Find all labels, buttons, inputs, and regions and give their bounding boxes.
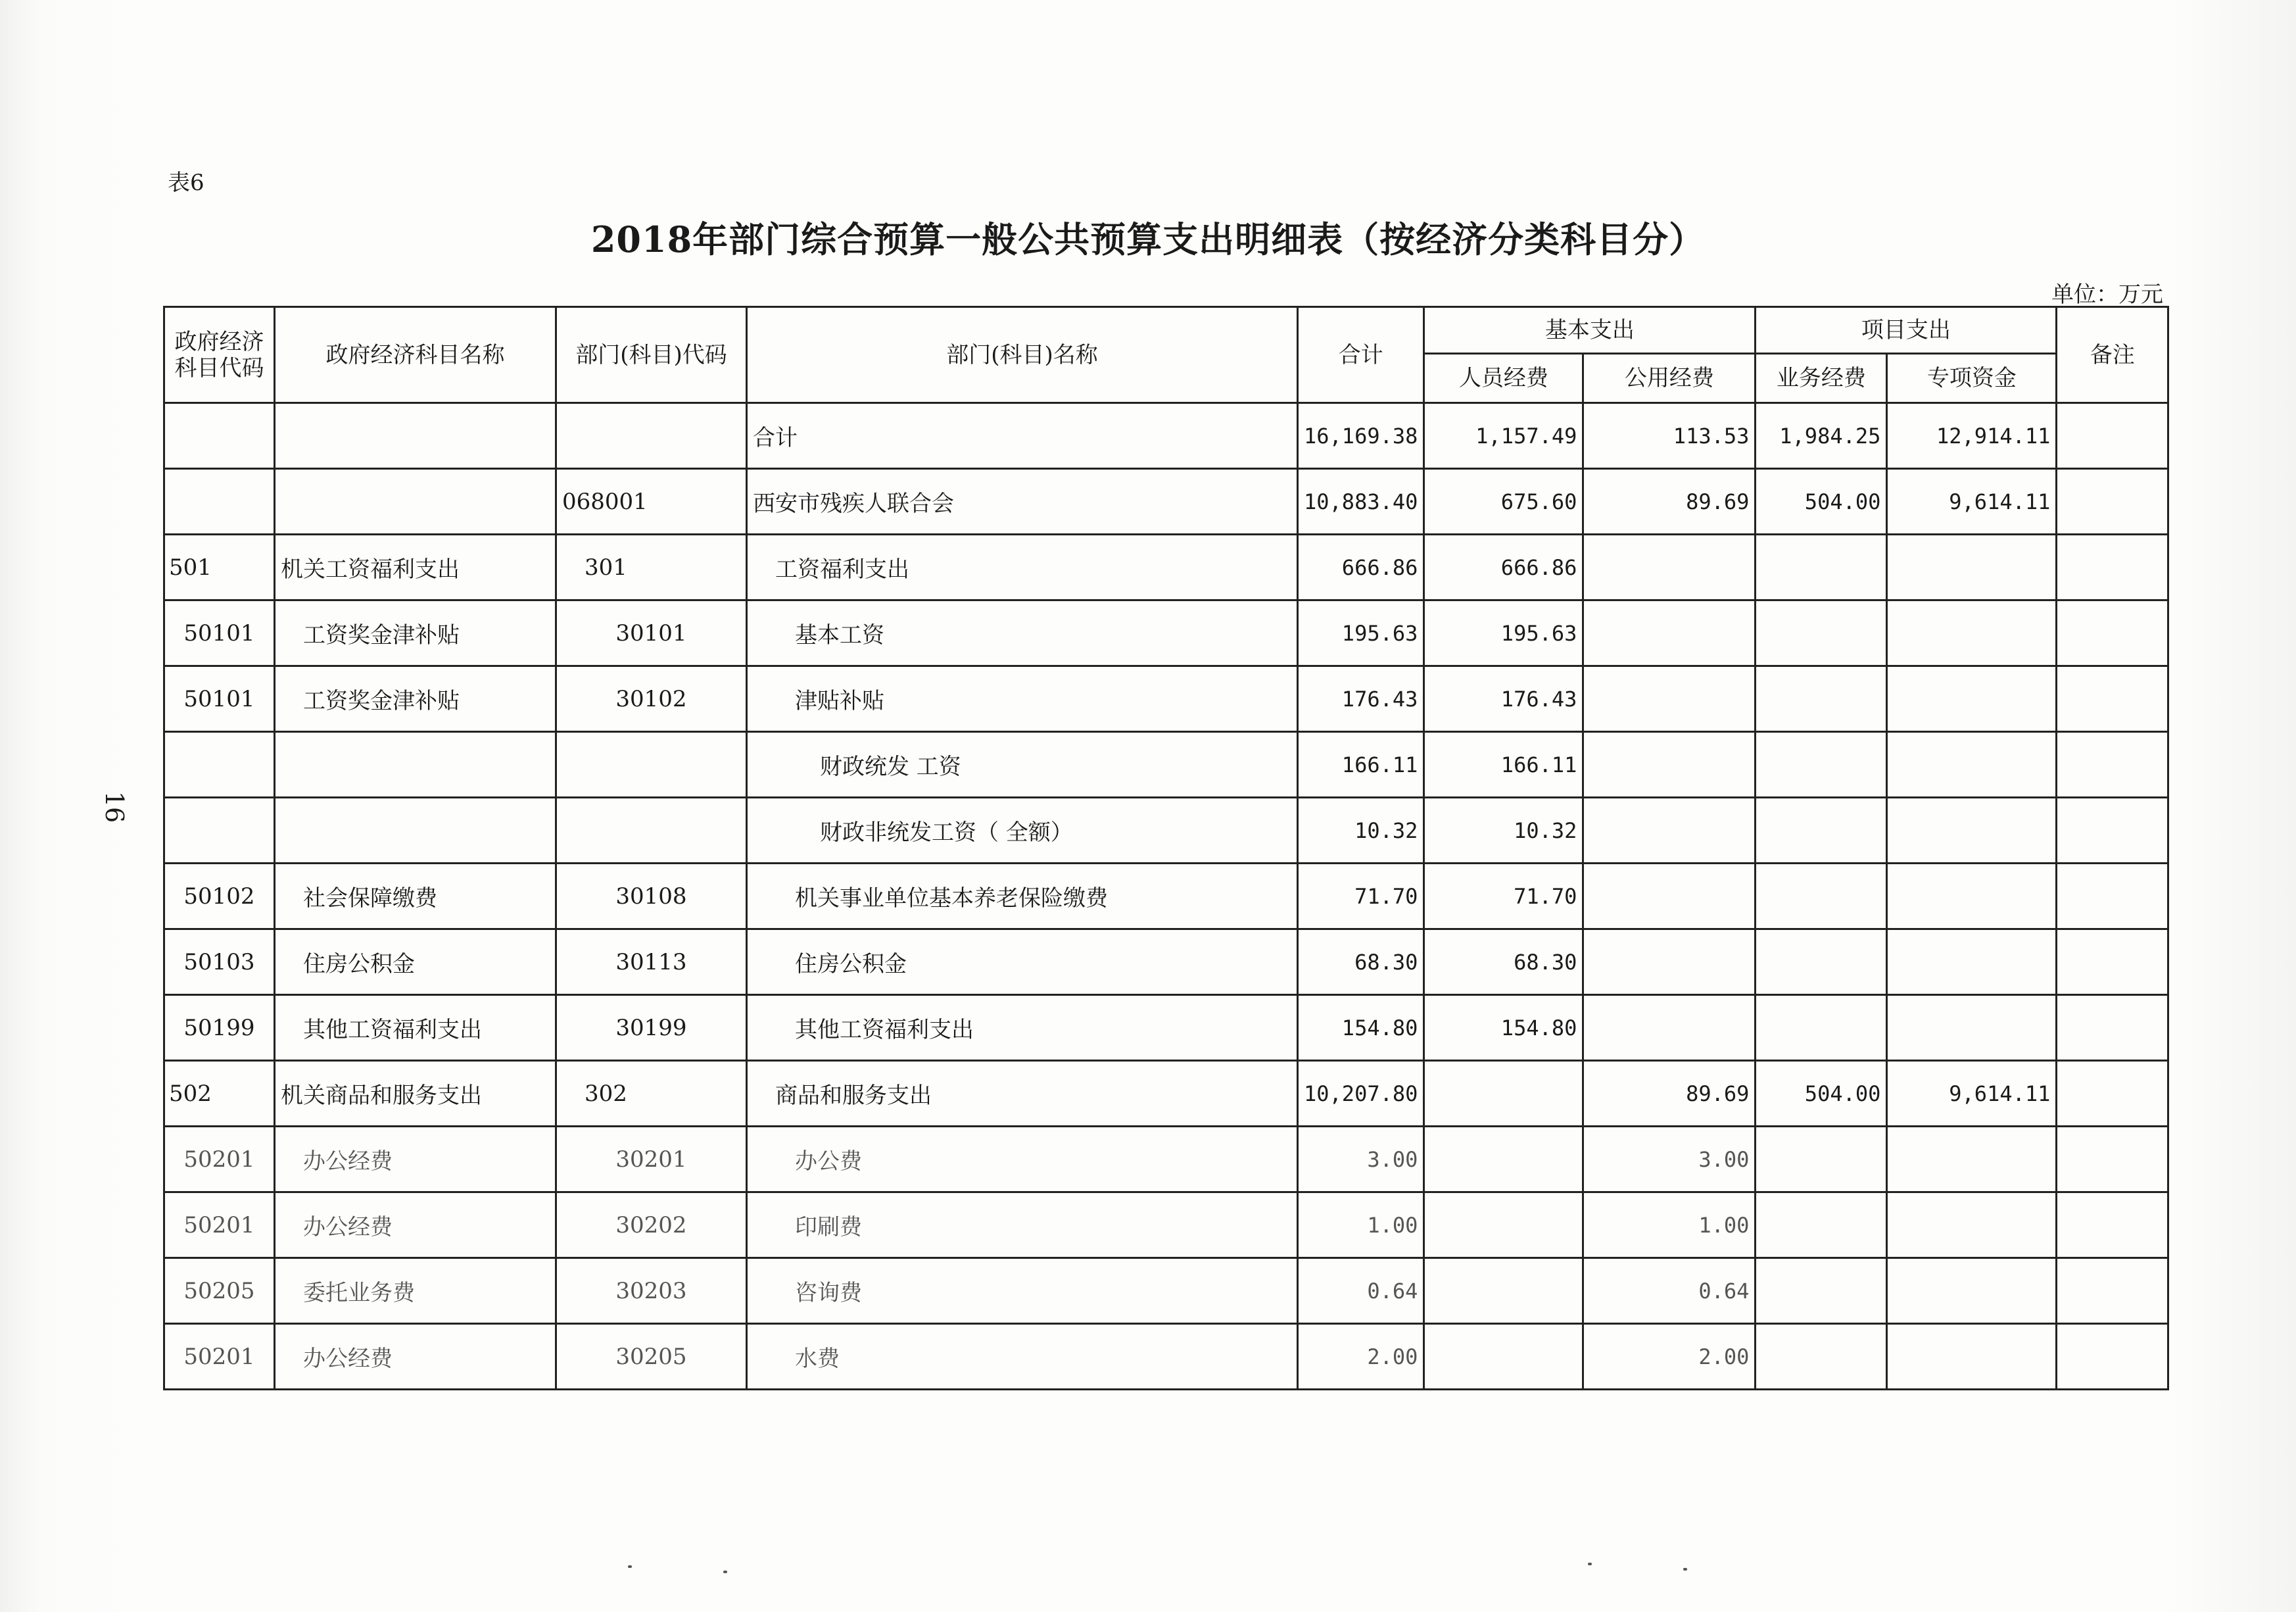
- cell-dept-name: 机关事业单位基本养老保险缴费: [747, 864, 1298, 929]
- cell-public: [1583, 798, 1756, 864]
- cell-special: [1887, 995, 2057, 1061]
- cell-remark: [2057, 666, 2168, 732]
- cell-total: 2.00: [1298, 1324, 1424, 1390]
- cell-public: [1583, 929, 1756, 995]
- cell-gov-name: [275, 469, 556, 535]
- page-title: 2018年部门综合预算一般公共预算支出明细表（按经济分类科目分）: [590, 218, 1706, 260]
- cell-personnel: 68.30: [1424, 929, 1583, 995]
- cell-total: 666.86: [1298, 535, 1424, 600]
- cell-dept-name: 财政非统发工资（ 全额）: [747, 798, 1298, 864]
- cell-dept-name: 咨询费: [747, 1258, 1298, 1324]
- cell-special: [1887, 1258, 2057, 1324]
- cell-gov-name: 工资奖金津补贴: [275, 600, 556, 666]
- table-row: [164, 995, 2168, 1061]
- cell-special: [1887, 732, 2057, 798]
- cell-dept-name: 水费: [747, 1324, 1298, 1390]
- cell-public: [1583, 666, 1756, 732]
- cell-business: [1756, 929, 1887, 995]
- cell-gov-name: 社会保障缴费: [275, 864, 556, 929]
- cell-business: [1756, 1192, 1887, 1258]
- cell-remark: [2057, 469, 2168, 535]
- cell-public: [1583, 864, 1756, 929]
- header-total: 合计: [1298, 307, 1424, 403]
- cell-dept-code: 30203: [556, 1258, 747, 1324]
- cell-remark: [2057, 1324, 2168, 1390]
- header-basic: 基本支出: [1424, 307, 1756, 354]
- cell-personnel: [1424, 1324, 1583, 1390]
- cell-dept-code: 30102: [556, 666, 747, 732]
- table-label: 表6: [168, 170, 204, 196]
- cell-personnel: 176.43: [1424, 666, 1583, 732]
- cell-gov-code: [164, 798, 275, 864]
- cell-gov-code: 50199: [164, 995, 275, 1061]
- cell-personnel: 675.60: [1424, 469, 1583, 535]
- cell-personnel: [1424, 1127, 1583, 1192]
- cell-total: 10,883.40: [1298, 469, 1424, 535]
- header-business: 业务经费: [1756, 354, 1887, 403]
- table-row: [164, 1324, 2168, 1390]
- cell-public: [1583, 535, 1756, 600]
- cell-dept-code: 30201: [556, 1127, 747, 1192]
- cell-gov-code: 50201: [164, 1324, 275, 1390]
- cell-remark: [2057, 1127, 2168, 1192]
- cell-dept-code: [556, 732, 747, 798]
- table-row: [164, 1127, 2168, 1192]
- cell-gov-name: 其他工资福利支出: [275, 995, 556, 1061]
- cell-dept-code: 30202: [556, 1192, 747, 1258]
- cell-business: [1756, 535, 1887, 600]
- cell-personnel: [1424, 1258, 1583, 1324]
- cell-public: 113.53: [1583, 403, 1756, 469]
- cell-total: 71.70: [1298, 864, 1424, 929]
- cell-dept-name: 财政统发 工资: [747, 732, 1298, 798]
- cell-special: [1887, 1127, 2057, 1192]
- cell-total: 16,169.38: [1298, 403, 1424, 469]
- scan-speck: [628, 1565, 632, 1568]
- side-page-number: 16: [100, 791, 130, 823]
- cell-total: 0.64: [1298, 1258, 1424, 1324]
- cell-dept-name: 商品和服务支出: [747, 1061, 1298, 1127]
- cell-business: [1756, 1127, 1887, 1192]
- cell-personnel: 1,157.49: [1424, 403, 1583, 469]
- cell-business: 1,984.25: [1756, 403, 1887, 469]
- cell-gov-code: [164, 403, 275, 469]
- scan-speck: [1588, 1563, 1592, 1565]
- cell-dept-name: 西安市残疾人联合会: [747, 469, 1298, 535]
- cell-gov-code: [164, 469, 275, 535]
- cell-dept-code: 302: [556, 1061, 747, 1127]
- header-dept-name: 部门(科目)名称: [747, 307, 1298, 403]
- cell-dept-name: 基本工资: [747, 600, 1298, 666]
- cell-total: 1.00: [1298, 1192, 1424, 1258]
- cell-dept-code: [556, 403, 747, 469]
- cell-dept-name: 办公费: [747, 1127, 1298, 1192]
- cell-gov-name: 住房公积金: [275, 929, 556, 995]
- cell-business: [1756, 666, 1887, 732]
- cell-remark: [2057, 732, 2168, 798]
- cell-gov-code: 50101: [164, 666, 275, 732]
- cell-dept-name: 合计: [747, 403, 1298, 469]
- cell-business: [1756, 1258, 1887, 1324]
- cell-special: [1887, 535, 2057, 600]
- cell-special: 12,914.11: [1887, 403, 2057, 469]
- cell-gov-name: 办公经费: [275, 1127, 556, 1192]
- cell-gov-name: 机关工资福利支出: [275, 535, 556, 600]
- cell-remark: [2057, 535, 2168, 600]
- table-row: [164, 600, 2168, 666]
- cell-special: [1887, 864, 2057, 929]
- cell-special: [1887, 666, 2057, 732]
- cell-dept-code: 30113: [556, 929, 747, 995]
- table-row: [164, 1192, 2168, 1258]
- cell-total: 195.63: [1298, 600, 1424, 666]
- cell-remark: [2057, 929, 2168, 995]
- cell-gov-name: 办公经费: [275, 1192, 556, 1258]
- table-row: [164, 535, 2168, 600]
- cell-remark: [2057, 995, 2168, 1061]
- table-row: [164, 666, 2168, 732]
- cell-total: 154.80: [1298, 995, 1424, 1061]
- cell-gov-code: [164, 732, 275, 798]
- cell-remark: [2057, 403, 2168, 469]
- cell-gov-code: 501: [164, 535, 275, 600]
- cell-public: 89.69: [1583, 469, 1756, 535]
- cell-business: [1756, 798, 1887, 864]
- cell-business: [1756, 1324, 1887, 1390]
- budget-table: [163, 306, 2169, 1390]
- cell-gov-name: [275, 732, 556, 798]
- cell-personnel: [1424, 1061, 1583, 1127]
- scan-speck: [723, 1571, 727, 1573]
- table-row: [164, 1258, 2168, 1324]
- cell-public: 0.64: [1583, 1258, 1756, 1324]
- cell-gov-code: 50201: [164, 1127, 275, 1192]
- cell-public: [1583, 995, 1756, 1061]
- cell-personnel: 666.86: [1424, 535, 1583, 600]
- cell-total: 166.11: [1298, 732, 1424, 798]
- cell-business: [1756, 995, 1887, 1061]
- cell-public: [1583, 600, 1756, 666]
- cell-personnel: 166.11: [1424, 732, 1583, 798]
- table-row: [164, 798, 2168, 864]
- cell-remark: [2057, 600, 2168, 666]
- header-project: 项目支出: [1756, 307, 2057, 354]
- cell-dept-code: [556, 798, 747, 864]
- cell-dept-name: 其他工资福利支出: [747, 995, 1298, 1061]
- header-special: 专项资金: [1887, 354, 2057, 403]
- cell-public: 1.00: [1583, 1192, 1756, 1258]
- cell-dept-code: 068001: [556, 469, 747, 535]
- cell-remark: [2057, 798, 2168, 864]
- cell-gov-name: [275, 403, 556, 469]
- header-remark: 备注: [2057, 307, 2168, 403]
- cell-total: 3.00: [1298, 1127, 1424, 1192]
- cell-personnel: 10.32: [1424, 798, 1583, 864]
- table-row: [164, 469, 2168, 535]
- table-row: [164, 864, 2168, 929]
- cell-gov-code: 502: [164, 1061, 275, 1127]
- cell-gov-name: 工资奖金津补贴: [275, 666, 556, 732]
- cell-dept-name: 工资福利支出: [747, 535, 1298, 600]
- cell-public: 89.69: [1583, 1061, 1756, 1127]
- cell-business: [1756, 600, 1887, 666]
- header-public: 公用经费: [1583, 354, 1756, 403]
- cell-gov-name: 办公经费: [275, 1324, 556, 1390]
- cell-gov-code: 50103: [164, 929, 275, 995]
- cell-dept-code: 30108: [556, 864, 747, 929]
- header-personnel: 人员经费: [1424, 354, 1583, 403]
- cell-gov-code: 50101: [164, 600, 275, 666]
- cell-dept-name: 住房公积金: [747, 929, 1298, 995]
- cell-remark: [2057, 1192, 2168, 1258]
- cell-personnel: [1424, 1192, 1583, 1258]
- cell-total: 176.43: [1298, 666, 1424, 732]
- cell-total: 10,207.80: [1298, 1061, 1424, 1127]
- cell-gov-code: 50102: [164, 864, 275, 929]
- cell-dept-name: 津贴补贴: [747, 666, 1298, 732]
- header-dept-code: 部门(科目)代码: [556, 307, 747, 403]
- header-gov-name: 政府经济科目名称: [275, 307, 556, 403]
- table-row: [164, 929, 2168, 995]
- cell-dept-code: 30205: [556, 1324, 747, 1390]
- cell-remark: [2057, 864, 2168, 929]
- cell-gov-code: 50205: [164, 1258, 275, 1324]
- header-gov-code: 政府经济科目代码: [164, 307, 275, 403]
- cell-personnel: 154.80: [1424, 995, 1583, 1061]
- cell-special: 9,614.11: [1887, 469, 2057, 535]
- cell-business: 504.00: [1756, 469, 1887, 535]
- table-row: [164, 403, 2168, 469]
- cell-special: [1887, 600, 2057, 666]
- cell-gov-code: 50201: [164, 1192, 275, 1258]
- cell-special: [1887, 1192, 2057, 1258]
- cell-personnel: 195.63: [1424, 600, 1583, 666]
- cell-personnel: 71.70: [1424, 864, 1583, 929]
- table-row: [164, 1061, 2168, 1127]
- scan-speck: [1683, 1568, 1687, 1571]
- cell-gov-name: 委托业务费: [275, 1258, 556, 1324]
- cell-special: [1887, 1324, 2057, 1390]
- cell-dept-code: 30101: [556, 600, 747, 666]
- cell-special: [1887, 798, 2057, 864]
- cell-special: [1887, 929, 2057, 995]
- cell-dept-code: 30199: [556, 995, 747, 1061]
- cell-remark: [2057, 1258, 2168, 1324]
- cell-gov-name: [275, 798, 556, 864]
- unit-label: 单位：万元: [2051, 281, 2163, 308]
- cell-public: 3.00: [1583, 1127, 1756, 1192]
- table-row: [164, 732, 2168, 798]
- cell-public: [1583, 732, 1756, 798]
- cell-total: 68.30: [1298, 929, 1424, 995]
- cell-business: 504.00: [1756, 1061, 1887, 1127]
- cell-public: 2.00: [1583, 1324, 1756, 1390]
- cell-special: 9,614.11: [1887, 1061, 2057, 1127]
- cell-dept-name: 印刷费: [747, 1192, 1298, 1258]
- cell-remark: [2057, 1061, 2168, 1127]
- cell-business: [1756, 864, 1887, 929]
- cell-dept-code: 301: [556, 535, 747, 600]
- cell-gov-name: 机关商品和服务支出: [275, 1061, 556, 1127]
- cell-total: 10.32: [1298, 798, 1424, 864]
- cell-business: [1756, 732, 1887, 798]
